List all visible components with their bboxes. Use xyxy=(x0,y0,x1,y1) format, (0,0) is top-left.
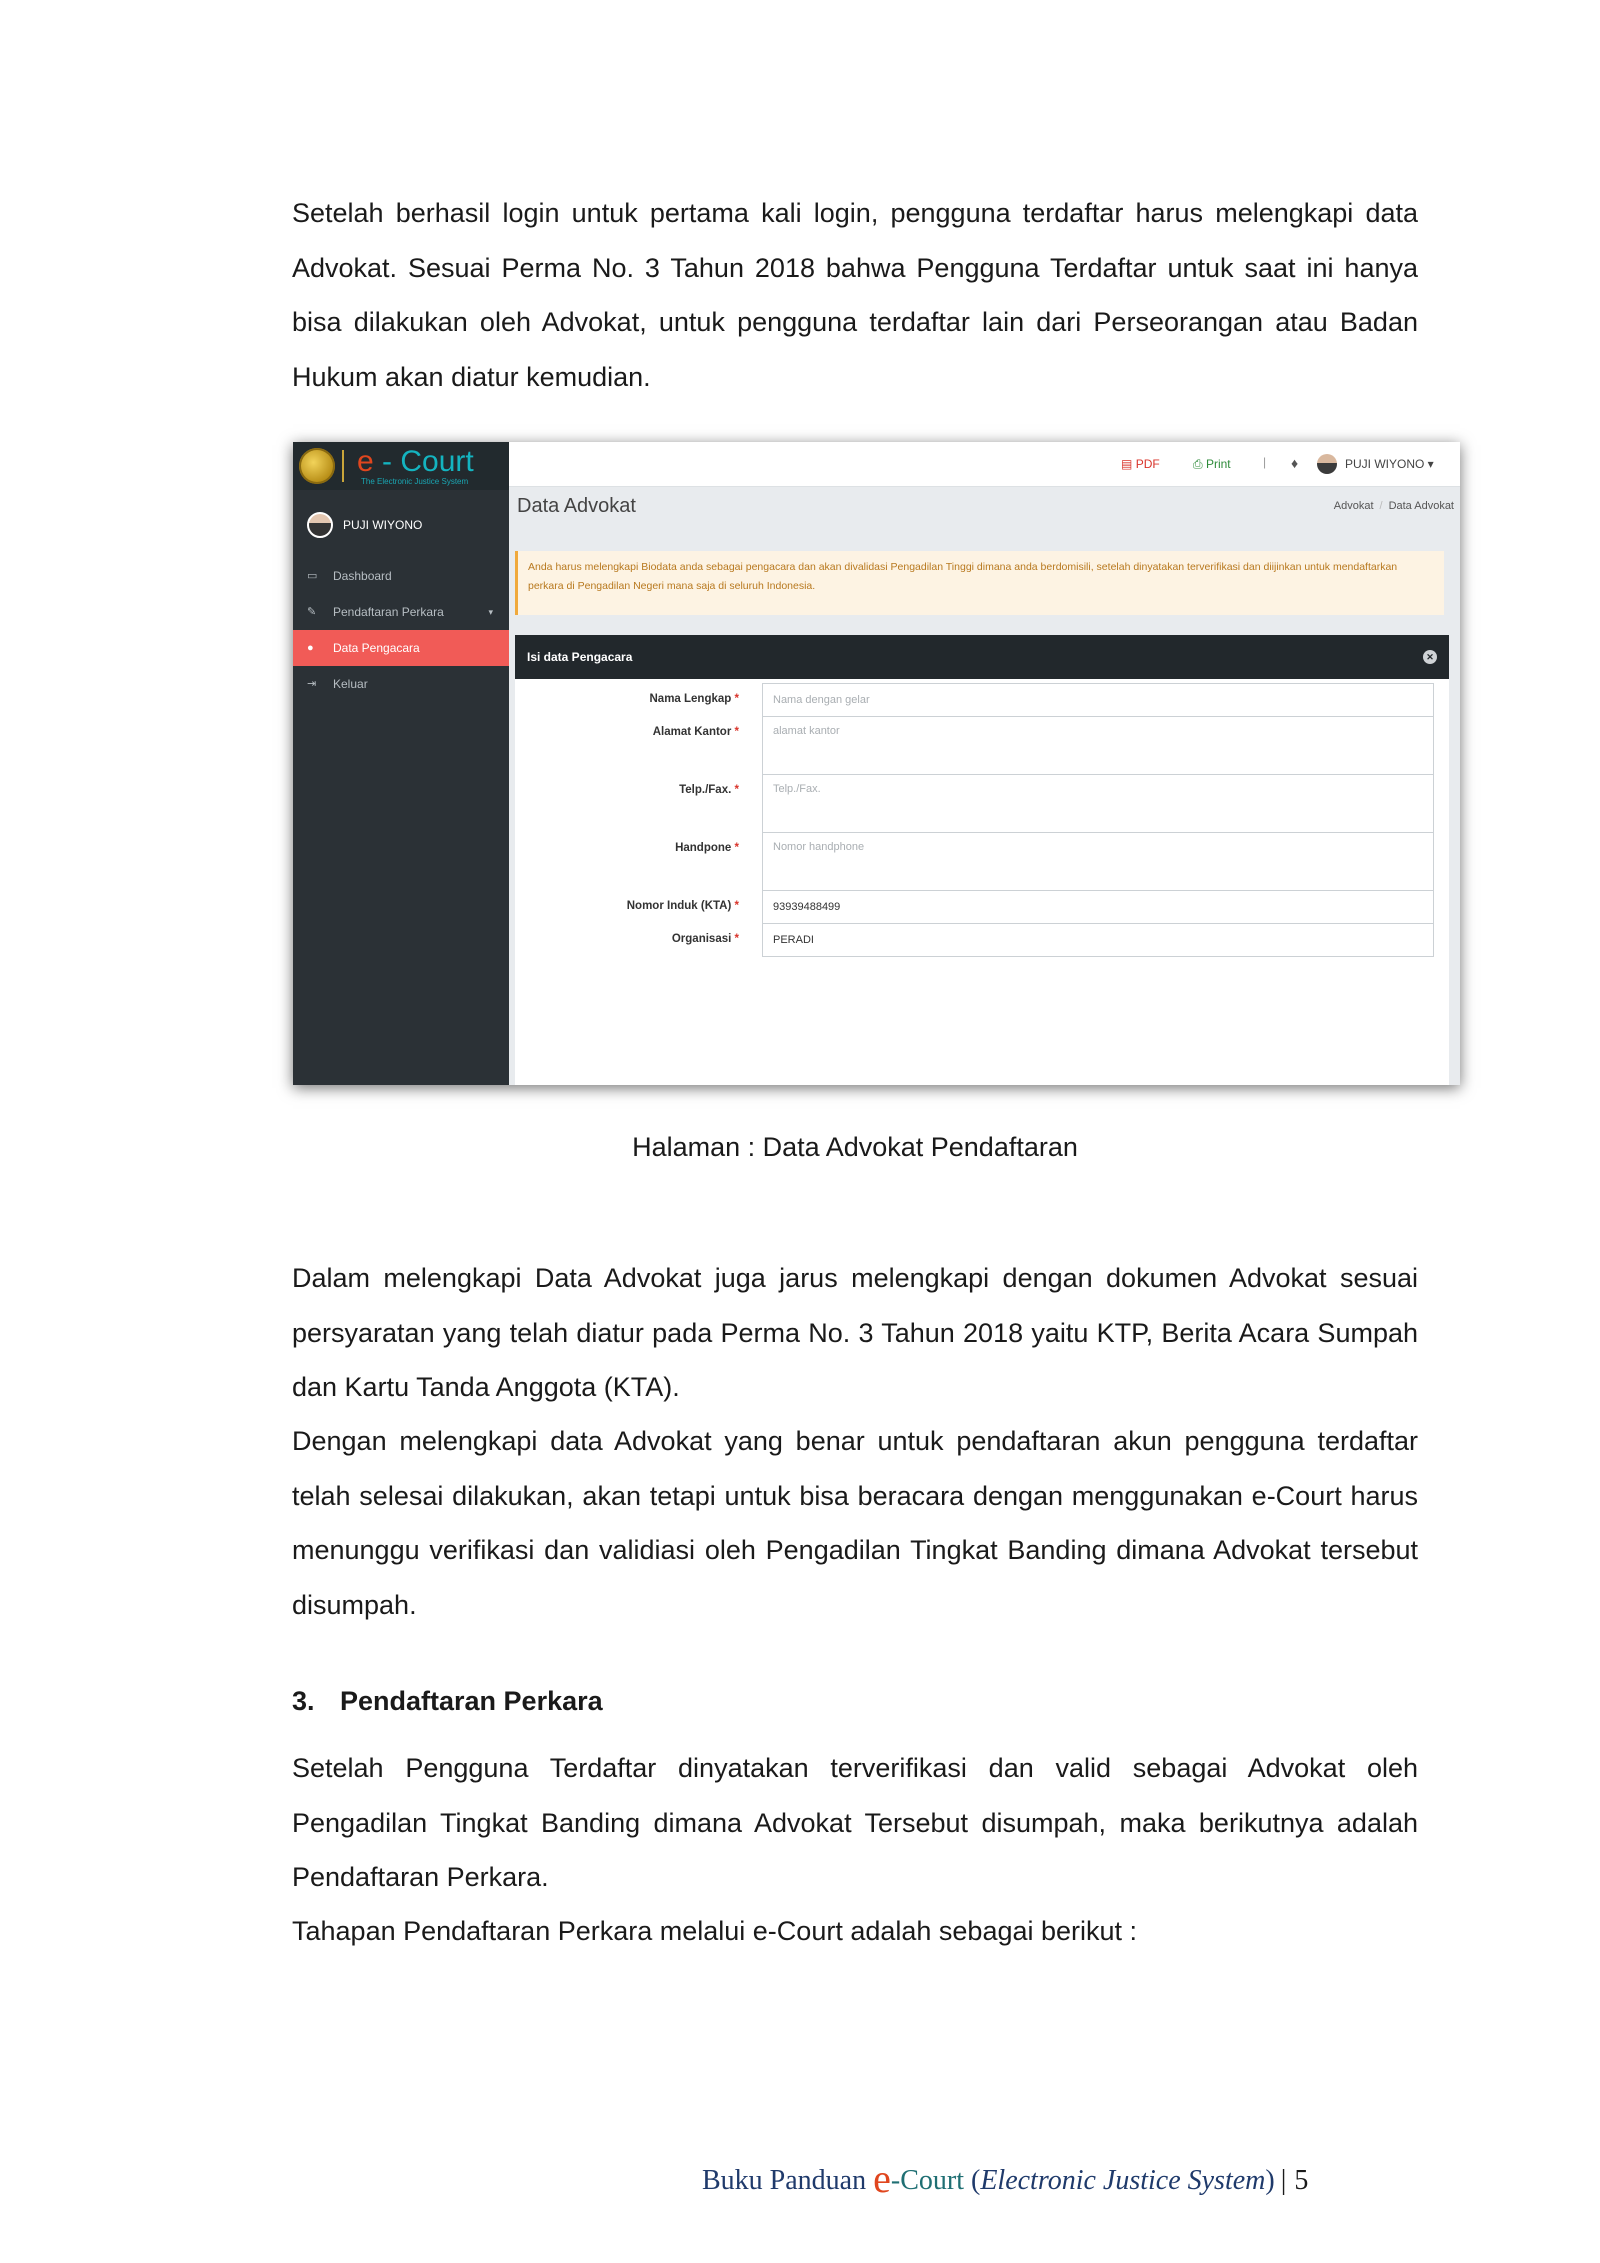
sidebar-item-label: Dashboard xyxy=(333,569,392,583)
required-mark: * xyxy=(734,842,739,854)
pdf-icon: ▤ xyxy=(1121,457,1133,471)
edit-icon: ✎ xyxy=(307,606,317,618)
sidebar xyxy=(293,442,509,1085)
footer-open: ( xyxy=(963,2165,981,2196)
required-mark: * xyxy=(734,693,739,705)
footer-italic: Electronic Justice System xyxy=(980,2165,1266,2196)
panel-title: Isi data Pengacara xyxy=(527,650,633,664)
section-heading xyxy=(292,1686,603,1717)
required-mark: * xyxy=(734,784,739,796)
logo-bar xyxy=(293,442,509,490)
footer-court: -Court xyxy=(890,2165,964,2196)
print-icon: ⎙ xyxy=(1193,457,1203,471)
field-label-text: Nomor Induk (KTA) xyxy=(626,900,732,912)
sidebar-user-name: PUJI WIYONO xyxy=(343,518,423,532)
sidebar-item-data-pengacara[interactable] xyxy=(293,630,509,666)
footer-e: e xyxy=(873,2156,891,2201)
footer-bar: | xyxy=(1280,2165,1287,2196)
sidebar-item-dashboard[interactable] xyxy=(293,558,509,594)
paragraph-verification: Dengan melengkapi data Advokat yang benar untuk pendaftaran akun pengguna terdaftar telah selesai dilakukan, akan tetapi untuk bisa beracara dengan menggunakan e-Court harus menunggu verifikasi dan validiasi oleh Pengadilan Tingkat Banding dimana Advokat tersebut disumpah. xyxy=(292,1426,1418,1620)
footer-close: ) xyxy=(1265,2165,1275,2196)
sidebar-item-label: Pendaftaran Perkara xyxy=(333,605,444,619)
field-placeholder: Nama dengan gelar xyxy=(773,694,870,706)
topbar-separator: | xyxy=(1263,455,1267,469)
field-label-text: Handpone xyxy=(675,842,732,854)
mahkamah-agung-seal-icon xyxy=(299,448,335,484)
brand-subtitle: The Electronic Justice System xyxy=(361,477,469,486)
field-label-text: Organisasi xyxy=(671,933,732,945)
sidebar-user[interactable] xyxy=(293,490,509,558)
chevron-down-icon: ▾ xyxy=(488,607,493,617)
paragraph-steps: Tahapan Pendaftaran Perkara melalui e-Court adalah sebagai berikut : xyxy=(292,1916,1138,1946)
breadcrumb xyxy=(1334,500,1454,512)
page-header xyxy=(509,487,1460,527)
breadcrumb-item-data-advokat: Data Advokat xyxy=(1388,500,1454,512)
breadcrumb-separator: / xyxy=(1379,500,1383,512)
required-mark: * xyxy=(734,900,739,912)
logout-icon: ⇥ xyxy=(307,678,317,690)
sidebar-item-pendaftaran-perkara[interactable] xyxy=(293,594,509,630)
section-title: Pendaftaran Perkara xyxy=(340,1686,603,1716)
field-label-text: Nama Lengkap xyxy=(649,693,732,705)
user-icon: ● xyxy=(307,642,314,654)
pdf-label: PDF xyxy=(1135,457,1160,471)
form-panel xyxy=(515,635,1449,1085)
field-value: 93939488499 xyxy=(773,901,841,913)
brand-court: - Court xyxy=(373,445,474,478)
panel-header xyxy=(515,635,1449,679)
avatar xyxy=(307,512,333,538)
field-placeholder: Telp./Fax. xyxy=(773,783,821,795)
section-number: 3. xyxy=(292,1686,315,1716)
sidebar-item-label: Keluar xyxy=(333,677,368,691)
footer-prefix: Buku Panduan xyxy=(702,2165,874,2196)
warning-alert: Anda harus melengkapi Biodata anda sebagai pengacara dan akan divalidasi Pengadilan Tinggi dimana anda berdomisili, setelah dinyatakan terverifikasi dan diijinkan untuk mendaftarkan perkara di Pengadilan Negeri mana saja di seluruh Indonesia. xyxy=(515,551,1444,615)
alamat-kantor-label xyxy=(653,726,739,738)
topbar-avatar[interactable] xyxy=(1317,454,1337,474)
laptop-icon: ▭ xyxy=(307,570,318,582)
field-label-text: Telp./Fax. xyxy=(679,784,732,796)
intro-paragraph: Setelah berhasil login untuk pertama kali login, pengguna terdaftar harus melengkapi data Advokat. Sesuai Perma No. 3 Tahun 2018 bahwa Pengguna Terdaftar untuk saat ini hanya bisa dilakukan oleh Advokat, untuk pengguna terdaftar lain dari Perseorangan atau Badan Hukum akan diatur kemudian. xyxy=(292,198,1418,392)
bell-icon[interactable]: ♦ xyxy=(1291,455,1299,471)
field-value: PERADI xyxy=(773,934,814,946)
organisasi-label xyxy=(672,933,739,945)
print-button[interactable] xyxy=(1193,457,1231,472)
close-icon[interactable]: ✕ xyxy=(1423,650,1437,664)
field-placeholder: alamat kantor xyxy=(773,725,840,737)
pdf-button[interactable] xyxy=(1121,457,1160,471)
logo-divider xyxy=(342,450,344,482)
required-mark: * xyxy=(734,933,739,945)
required-mark: * xyxy=(734,726,739,738)
paragraph-registration: Setelah Pengguna Terdaftar dinyatakan terverifikasi dan valid sebagai Advokat oleh Pengadilan Tingkat Banding dimana Advokat Tersebut disumpah, maka berikutnya adalah Pendaftaran Perkara. xyxy=(292,1753,1418,1892)
nama-lengkap-input[interactable] xyxy=(762,683,1434,717)
topbar xyxy=(509,442,1460,487)
field-placeholder: Nomor handphone xyxy=(773,841,865,853)
nomor-induk-kta-label xyxy=(627,900,739,912)
handphone-label xyxy=(675,842,739,854)
nama-lengkap-label xyxy=(650,693,740,705)
user-menu[interactable]: PUJI WIYONO ▾ xyxy=(1345,457,1434,471)
page-number: 5 xyxy=(1294,2165,1309,2196)
organisasi-input[interactable] xyxy=(762,923,1434,957)
main-area xyxy=(509,442,1460,1085)
brand-e: e xyxy=(357,445,374,478)
print-label: Print xyxy=(1205,457,1231,471)
brand-logo[interactable] xyxy=(357,445,474,479)
ecourt-screenshot xyxy=(293,442,1460,1085)
breadcrumb-item-advokat[interactable]: Advokat xyxy=(1333,500,1374,512)
figure-caption: Halaman : Data Advokat Pendaftaran xyxy=(632,1132,1078,1162)
sidebar-item-label: Data Pengacara xyxy=(333,641,420,655)
nomor-induk-kta-input[interactable] xyxy=(762,890,1434,924)
field-label-text: Alamat Kantor xyxy=(652,726,732,738)
sidebar-item-keluar[interactable] xyxy=(293,666,509,702)
page-footer xyxy=(702,2156,1309,2201)
page-title: Data Advokat xyxy=(517,495,636,517)
telp-fax-label xyxy=(679,784,739,796)
paragraph-documents: Dalam melengkapi Data Advokat juga jarus melengkapi dengan dokumen Advokat sesuai persyaratan yang telah diatur pada Perma No. 3 Tahun 2018 yaitu KTP, Berita Acara Sumpah dan Kartu Tanda Anggota (KTA). xyxy=(292,1263,1418,1402)
sidebar-menu xyxy=(293,558,509,702)
